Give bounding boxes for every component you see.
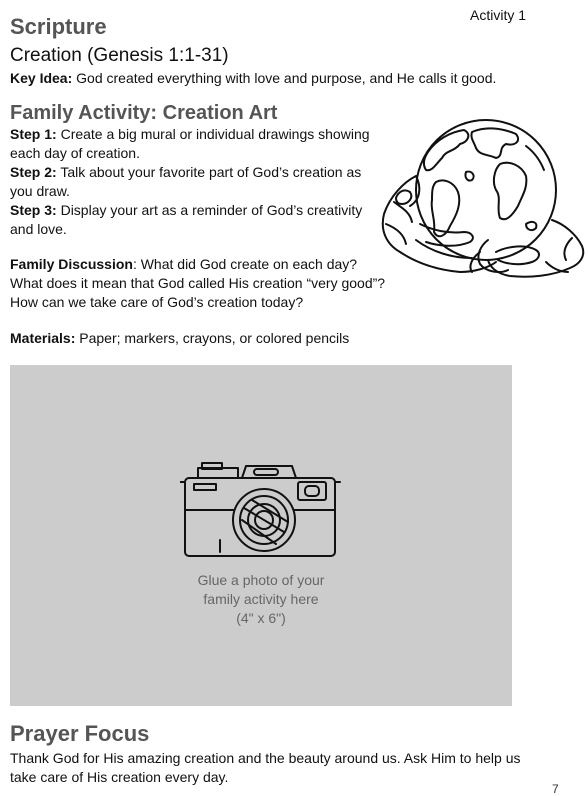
activity-steps (10, 125, 380, 239)
globe-in-hands-icon (376, 112, 588, 290)
page-number: 7 (552, 782, 559, 796)
key-idea-text: God created everything with love and purpose, and He calls it good. (72, 70, 497, 86)
key-idea-label: Key Idea: (10, 70, 73, 86)
prayer-line-2: take care of His creation every day. (10, 769, 229, 785)
scripture-heading: Scripture (10, 14, 107, 39)
photo-caption (10, 571, 512, 628)
photo-caption-line-1: Glue a photo of your (197, 572, 325, 588)
discussion-line-3: How can we take care of God’s creation today? (10, 294, 304, 310)
discussion-line-1 (10, 255, 400, 274)
materials-label: Materials: (10, 330, 76, 346)
step-2 (10, 163, 380, 182)
step-2-continued: you draw. (10, 183, 70, 199)
family-activity-heading: Family Activity: Creation Art (10, 102, 278, 124)
step-1 (10, 125, 380, 144)
step-1-text: Create a big mural or individual drawings showing (56, 126, 370, 142)
step-2-text: Talk about your favorite part of God’s creation as (56, 164, 362, 180)
prayer-line-1: Thank God for His amazing creation and the beauty around us. Ask Him to help us (10, 750, 521, 766)
prayer-text (10, 749, 570, 787)
family-discussion (10, 255, 400, 312)
photo-caption-line-2: family activity here (203, 591, 319, 607)
discussion-text-1: : What did God create on each day? (132, 256, 358, 272)
key-idea (10, 69, 496, 88)
prayer-heading: Prayer Focus (10, 721, 150, 746)
photo-placeholder[interactable] (10, 365, 512, 706)
discussion-line-2: What does it mean that God called His creation “very good”? (10, 275, 386, 291)
materials (10, 329, 349, 348)
photo-caption-line-3: (4" x 6") (236, 610, 286, 626)
step-3-continued: and love. (10, 221, 67, 237)
activity-label: Activity 1 (470, 7, 527, 23)
materials-text: Paper; markers, crayons, or colored pencils (75, 330, 350, 346)
camera-icon (180, 460, 342, 565)
step-3-text: Display your art as a reminder of God’s creativity (56, 202, 363, 218)
step-3-label: Step 3: (10, 202, 57, 218)
scripture-passage: Creation (Genesis 1:1-31) (10, 45, 229, 66)
step-1-continued: each day of creation. (10, 145, 140, 161)
step-1-label: Step 1: (10, 126, 57, 142)
discussion-label: Family Discussion (10, 256, 133, 272)
step-2-label: Step 2: (10, 164, 57, 180)
step-3 (10, 201, 380, 220)
